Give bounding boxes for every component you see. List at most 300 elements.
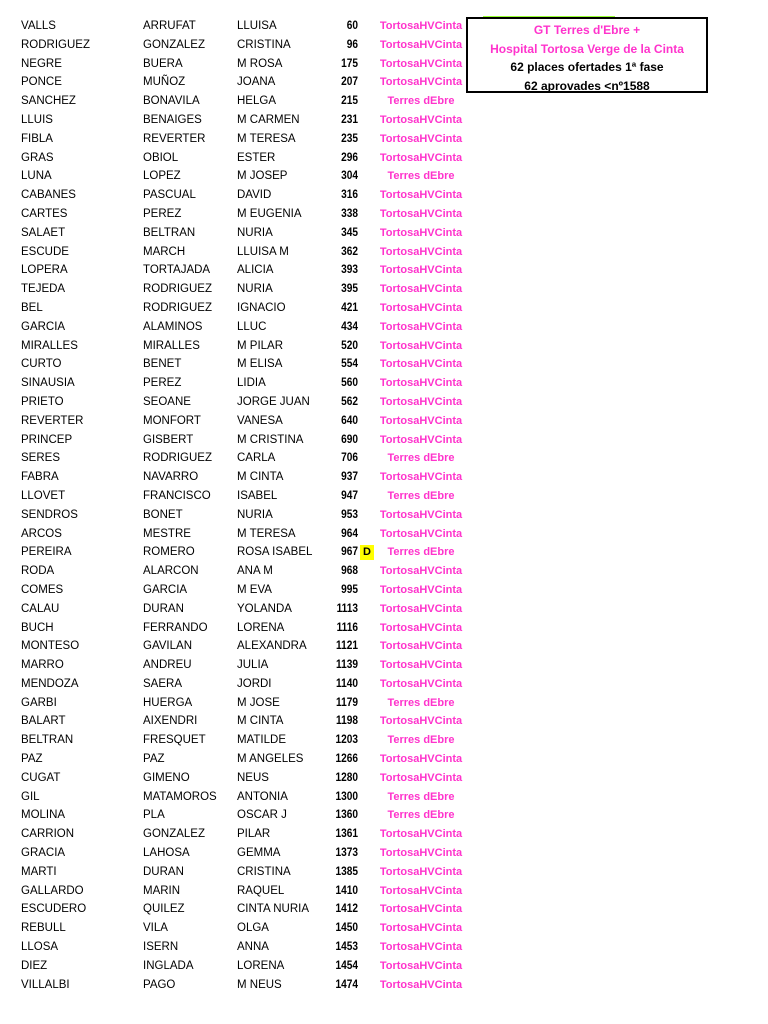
given-name: M JOSEP	[237, 170, 288, 183]
list-item	[0, 769, 470, 788]
first-surname: GALLARDO	[21, 884, 84, 897]
mark-badge	[360, 151, 374, 166]
order-number: 690	[341, 433, 358, 446]
assigned-center: TortosaHVCinta	[379, 358, 463, 371]
second-surname: BONET	[143, 508, 183, 521]
first-surname: GARBI	[21, 696, 57, 709]
assigned-center: TortosaHVCinta	[379, 715, 463, 728]
assigned-center: TortosaHVCinta	[379, 659, 463, 672]
order-number: 967	[341, 546, 358, 559]
mark-badge	[360, 583, 374, 598]
list-item	[0, 318, 470, 337]
given-name: M CINTA	[237, 715, 284, 728]
order-number: 207	[341, 76, 358, 89]
assigned-center: TortosaHVCinta	[379, 753, 463, 766]
first-surname: RODRIGUEZ	[21, 38, 90, 51]
order-number: 1280	[335, 771, 358, 784]
info-approved: 62 aprovades <nº1588	[524, 78, 650, 93]
second-surname: REVERTER	[143, 132, 206, 145]
list-item	[0, 374, 470, 393]
mark-badge	[360, 564, 374, 579]
list-item	[0, 882, 470, 901]
assigned-center: TortosaHVCinta	[379, 433, 463, 446]
list-item	[0, 449, 470, 468]
mark-badge	[360, 752, 374, 767]
assigned-center: TortosaHVCinta	[379, 20, 463, 32]
assigned-center: TortosaHVCinta	[379, 377, 463, 390]
list-item	[0, 487, 470, 506]
order-number: 1361	[335, 828, 358, 841]
order-number: 706	[341, 452, 358, 465]
second-surname: DURAN	[143, 602, 184, 615]
given-name: M NEUS	[237, 978, 282, 991]
first-surname: MIRALLES	[21, 339, 78, 352]
mark-badge	[360, 226, 374, 241]
info-subtitle: Hospital Tortosa Verge de la Cinta	[490, 41, 684, 56]
second-surname: ISERN	[143, 941, 179, 954]
mark-badge	[360, 376, 374, 391]
order-number: 953	[341, 508, 358, 521]
mark-badge	[360, 527, 374, 542]
second-surname: GISBERT	[143, 433, 194, 446]
assigned-center: TortosaHVCinta	[379, 978, 463, 991]
list-item	[0, 17, 470, 36]
mark-badge	[360, 207, 374, 222]
list-item	[0, 36, 470, 55]
second-surname: BONAVILA	[143, 95, 200, 108]
given-name: M TERESA	[237, 527, 296, 540]
mark-badge	[360, 489, 374, 504]
mark-badge	[360, 414, 374, 429]
order-number: 995	[341, 583, 358, 596]
first-surname: TEJEDA	[21, 283, 66, 296]
first-surname: LLOSA	[21, 941, 59, 954]
assigned-center: TortosaHVCinta	[379, 301, 463, 314]
order-number: 1198	[336, 715, 358, 728]
list-item	[0, 73, 470, 92]
mark-badge	[360, 733, 374, 748]
list-item	[0, 750, 470, 769]
list-item	[0, 224, 470, 243]
given-name: NEUS	[237, 771, 269, 784]
list-item	[0, 111, 470, 130]
assigned-center: TortosaHVCinta	[379, 226, 463, 239]
first-surname: COMES	[21, 583, 64, 596]
order-number: 1454	[335, 959, 358, 972]
second-surname: BENAIGES	[143, 113, 202, 126]
given-name: M CINTA	[237, 471, 284, 484]
first-surname: GRAS	[21, 151, 54, 164]
assigned-center: TortosaHVCinta	[379, 57, 463, 70]
first-surname: MARRO	[21, 659, 64, 672]
list-item	[0, 261, 470, 280]
first-surname: CARTES	[21, 207, 68, 220]
second-surname: PASCUAL	[143, 189, 196, 202]
assigned-center: TortosaHVCinta	[379, 941, 463, 954]
first-surname: REBULL	[21, 922, 66, 935]
second-surname: MONFORT	[143, 414, 201, 427]
second-surname: FRESQUET	[143, 734, 206, 747]
mark-badge	[360, 621, 374, 636]
first-surname: LLOVET	[21, 489, 66, 502]
second-surname: BELTRAN	[143, 226, 196, 239]
given-name: PILAR	[237, 828, 271, 841]
list-item	[0, 130, 470, 149]
list-item	[0, 355, 470, 374]
mark-badge	[360, 470, 374, 485]
order-number: 1203	[335, 734, 358, 747]
list-item	[0, 712, 470, 731]
order-number: 1139	[336, 659, 358, 672]
given-name: ANA M	[237, 565, 273, 578]
assigned-center: TortosaHVCinta	[379, 283, 463, 296]
first-surname: MARTI	[21, 865, 57, 878]
info-box	[466, 17, 708, 93]
mark-badge	[360, 263, 374, 278]
second-surname: DURAN	[143, 865, 184, 878]
second-surname: FRANCISCO	[143, 489, 211, 502]
assigned-center: TortosaHVCinta	[379, 922, 463, 935]
mark-badge	[360, 245, 374, 260]
order-number: 1113	[336, 602, 358, 615]
list-item	[0, 243, 470, 262]
mark-badge	[360, 282, 374, 297]
given-name: ISABEL	[237, 489, 278, 502]
order-number: 560	[341, 377, 358, 390]
given-name: NURIA	[237, 283, 273, 296]
second-surname: SEOANE	[143, 395, 191, 408]
given-name: M TERESA	[237, 132, 296, 145]
second-surname: GIMENO	[143, 771, 190, 784]
second-surname: GARCIA	[143, 583, 188, 596]
first-surname: SINAUSIA	[21, 377, 75, 390]
mark-badge	[360, 714, 374, 729]
list-item	[0, 393, 470, 412]
first-surname: CUGAT	[21, 771, 61, 784]
list-item	[0, 299, 470, 318]
order-number: 1385	[335, 865, 358, 878]
list-item	[0, 957, 470, 976]
second-surname: GONZALEZ	[143, 828, 205, 841]
order-number: 231	[341, 113, 358, 126]
first-surname: SALAET	[21, 226, 66, 239]
order-number: 235	[341, 132, 358, 145]
assigned-center: TortosaHVCinta	[379, 207, 463, 220]
mark-badge	[360, 827, 374, 842]
given-name: M EVA	[237, 583, 272, 596]
order-number: 964	[341, 527, 358, 540]
mark-badge	[360, 771, 374, 786]
first-surname: DIEZ	[21, 959, 48, 972]
second-surname: GAVILAN	[143, 640, 192, 653]
first-surname: FIBLA	[21, 132, 53, 145]
assigned-center: TortosaHVCinta	[379, 151, 463, 164]
first-surname: GARCIA	[21, 320, 66, 333]
assigned-center: TortosaHVCinta	[379, 884, 463, 897]
given-name: GEMMA	[237, 847, 281, 860]
given-name: ALICIA	[237, 264, 274, 277]
second-surname: PLA	[143, 809, 165, 822]
first-surname: MENDOZA	[21, 677, 79, 690]
given-name: IGNACIO	[237, 301, 286, 314]
order-number: 1116	[336, 621, 358, 634]
second-surname: PEREZ	[143, 377, 182, 390]
first-surname: FABRA	[21, 471, 59, 484]
first-surname: ESCUDE	[21, 245, 69, 258]
given-name: RAQUEL	[237, 884, 285, 897]
mark-badge	[360, 639, 374, 654]
given-name: ANNA	[237, 941, 269, 954]
mark-badge	[360, 808, 374, 823]
order-number: 1410	[335, 884, 358, 897]
second-surname: VILA	[143, 922, 168, 935]
assigned-center: TortosaHVCinta	[379, 583, 463, 596]
assigned-center: TortosaHVCinta	[379, 508, 463, 521]
assigned-center: TortosaHVCinta	[379, 132, 463, 145]
given-name: M ANGELES	[237, 753, 304, 766]
second-surname: GONZALEZ	[143, 38, 205, 51]
second-surname: ANDREU	[143, 659, 192, 672]
list-item	[0, 976, 470, 995]
assigned-center: TortosaHVCinta	[379, 903, 463, 916]
given-name: OSCAR J	[237, 809, 287, 822]
given-name: CINTA NURIA	[237, 903, 309, 916]
first-surname: PEREIRA	[21, 546, 72, 559]
order-number: 640	[341, 414, 358, 427]
order-number: 968	[341, 565, 358, 578]
mark-badge	[360, 677, 374, 692]
mark-badge	[360, 959, 374, 974]
order-number: 304	[341, 170, 358, 183]
given-name: LORENA	[237, 959, 285, 972]
order-number: 1140	[336, 677, 358, 690]
assigned-center: Terres dEbre	[387, 452, 455, 465]
list-item	[0, 919, 470, 938]
second-surname: MATAMOROS	[143, 790, 217, 803]
list-item	[0, 619, 470, 638]
order-number: 1474	[335, 978, 358, 991]
given-name: ALEXANDRA	[237, 640, 307, 653]
given-name: ROSA ISABEL	[237, 546, 313, 559]
mark-badge	[360, 451, 374, 466]
order-number: 338	[341, 207, 358, 220]
order-number: 421	[341, 301, 358, 314]
given-name: M CARMEN	[237, 113, 300, 126]
mark-badge	[360, 508, 374, 523]
given-name: LLUISA	[237, 20, 277, 32]
list-item	[0, 562, 470, 581]
mark-badge	[360, 602, 374, 617]
second-surname: PAZ	[143, 753, 165, 766]
first-surname: REVERTER	[21, 414, 84, 427]
assigned-center: TortosaHVCinta	[379, 471, 463, 484]
first-surname: PONCE	[21, 76, 62, 89]
given-name: CRISTINA	[237, 865, 291, 878]
second-surname: OBIOL	[143, 151, 179, 164]
assigned-center: TortosaHVCinta	[379, 264, 463, 277]
second-surname: ARRUFAT	[143, 20, 196, 32]
mark-badge	[360, 301, 374, 316]
given-name: M ELISA	[237, 358, 283, 371]
list-item	[0, 656, 470, 675]
list-item	[0, 900, 470, 919]
order-number: 1450	[335, 922, 358, 935]
mark-badge	[360, 169, 374, 184]
mark-badge	[360, 395, 374, 410]
list-item	[0, 543, 470, 562]
second-surname: PAGO	[143, 978, 176, 991]
given-name: M CRISTINA	[237, 433, 304, 446]
mark-badge	[360, 921, 374, 936]
first-surname: SENDROS	[21, 508, 78, 521]
info-title: GT Terres d'Ebre +	[533, 23, 641, 37]
list-item	[0, 863, 470, 882]
assigned-center: Terres dEbre	[387, 809, 455, 822]
list-item	[0, 186, 470, 205]
given-name: JULIA	[237, 659, 269, 672]
order-number: 937	[341, 471, 358, 484]
assigned-center: TortosaHVCinta	[379, 865, 463, 878]
order-number: 1373	[335, 847, 358, 860]
first-surname: ESCUDERO	[21, 903, 87, 916]
list-item	[0, 506, 470, 525]
list-item	[0, 337, 470, 356]
list-item	[0, 149, 470, 168]
first-surname: CURTO	[21, 358, 62, 371]
given-name: OLGA	[237, 922, 269, 935]
given-name: ANTONIA	[237, 790, 288, 803]
assigned-center: TortosaHVCinta	[379, 677, 463, 690]
second-surname: ALARCON	[143, 565, 199, 578]
given-name: LORENA	[237, 621, 285, 634]
given-name: DAVID	[237, 189, 272, 202]
first-surname: ARCOS	[21, 527, 62, 540]
list-item	[0, 468, 470, 487]
second-surname: ALAMINOS	[143, 320, 203, 333]
mark-badge	[360, 57, 374, 72]
given-name: YOLANDA	[237, 602, 292, 615]
second-surname: TORTAJADA	[143, 264, 211, 277]
mark-badge	[360, 75, 374, 90]
given-name: JORDI	[237, 677, 272, 690]
first-surname: SERES	[21, 452, 60, 465]
list-item	[0, 525, 470, 544]
order-number: 395	[341, 283, 358, 296]
given-name: CRISTINA	[237, 38, 291, 51]
order-number: 215	[341, 95, 358, 108]
order-number: 554	[341, 358, 358, 371]
assigned-center: Terres dEbre	[387, 489, 455, 502]
assigned-center: TortosaHVCinta	[379, 527, 463, 540]
assigned-center: TortosaHVCinta	[379, 621, 463, 634]
first-surname: BUCH	[21, 621, 54, 634]
first-surname: BELTRAN	[21, 734, 74, 747]
list-item	[0, 431, 470, 450]
mark-badge	[360, 320, 374, 335]
list-item	[0, 167, 470, 186]
assigned-center: Terres dEbre	[387, 546, 455, 559]
list-item	[0, 92, 470, 111]
mark-badge	[360, 188, 374, 203]
first-surname: RODA	[21, 565, 55, 578]
list-item	[0, 600, 470, 619]
mark-badge	[360, 94, 374, 109]
order-number: 296	[341, 151, 358, 164]
order-number: 1360	[335, 809, 358, 822]
second-surname: AIXENDRI	[143, 715, 198, 728]
first-surname: MOLINA	[21, 809, 66, 822]
given-name: LIDIA	[237, 377, 266, 390]
second-surname: NAVARRO	[143, 471, 199, 484]
order-number: 1412	[335, 903, 358, 916]
mark-badge	[360, 940, 374, 955]
mark-badge	[360, 19, 374, 34]
first-surname: PRINCEP	[21, 433, 73, 446]
assigned-center: TortosaHVCinta	[379, 189, 463, 202]
order-number: 1300	[335, 790, 358, 803]
assigned-center: TortosaHVCinta	[379, 38, 463, 51]
first-surname: BEL	[21, 301, 43, 314]
mark-badge	[360, 790, 374, 805]
given-name: ESTER	[237, 151, 276, 164]
first-surname: SANCHEZ	[21, 95, 76, 108]
first-surname: LOPERA	[21, 264, 68, 277]
given-name: M ROSA	[237, 57, 283, 70]
mark-badge	[360, 339, 374, 354]
list-item	[0, 205, 470, 224]
given-name: CARLA	[237, 452, 276, 465]
assigned-center: TortosaHVCinta	[379, 847, 463, 860]
second-surname: BUERA	[143, 57, 183, 70]
mark-badge	[360, 865, 374, 880]
mark-badge	[360, 978, 374, 993]
first-surname: CARRION	[21, 828, 75, 841]
order-number: 1453	[335, 941, 358, 954]
given-name: JORGE JUAN	[237, 395, 310, 408]
first-surname: PRIETO	[21, 395, 64, 408]
mark-badge	[360, 658, 374, 673]
assigned-center: TortosaHVCinta	[379, 414, 463, 427]
list-item	[0, 581, 470, 600]
list-item	[0, 788, 470, 807]
assigned-center: TortosaHVCinta	[379, 76, 463, 89]
assigned-center: TortosaHVCinta	[379, 339, 463, 352]
list-item	[0, 938, 470, 957]
order-number: 316	[341, 189, 358, 202]
second-surname: HUERGA	[143, 696, 193, 709]
given-name: M PILAR	[237, 339, 284, 352]
given-name: HELGA	[237, 95, 276, 108]
mark-badge	[360, 902, 374, 917]
second-surname: BENET	[143, 358, 182, 371]
second-surname: RODRIGUEZ	[143, 283, 212, 296]
first-surname: NEGRE	[21, 57, 62, 70]
mark-badge	[360, 132, 374, 147]
assigned-center: TortosaHVCinta	[379, 602, 463, 615]
second-surname: PEREZ	[143, 207, 182, 220]
first-surname: LUNA	[21, 170, 52, 183]
mark-badge	[360, 113, 374, 128]
mark-badge: D	[360, 545, 374, 560]
second-surname: ROMERO	[143, 546, 195, 559]
assigned-center: Terres dEbre	[387, 170, 455, 183]
list-item	[0, 675, 470, 694]
second-surname: FERRANDO	[143, 621, 208, 634]
assigned-center: TortosaHVCinta	[379, 640, 463, 653]
assigned-center: Terres dEbre	[387, 95, 455, 108]
order-number: 562	[341, 395, 358, 408]
order-number: 393	[341, 264, 358, 277]
